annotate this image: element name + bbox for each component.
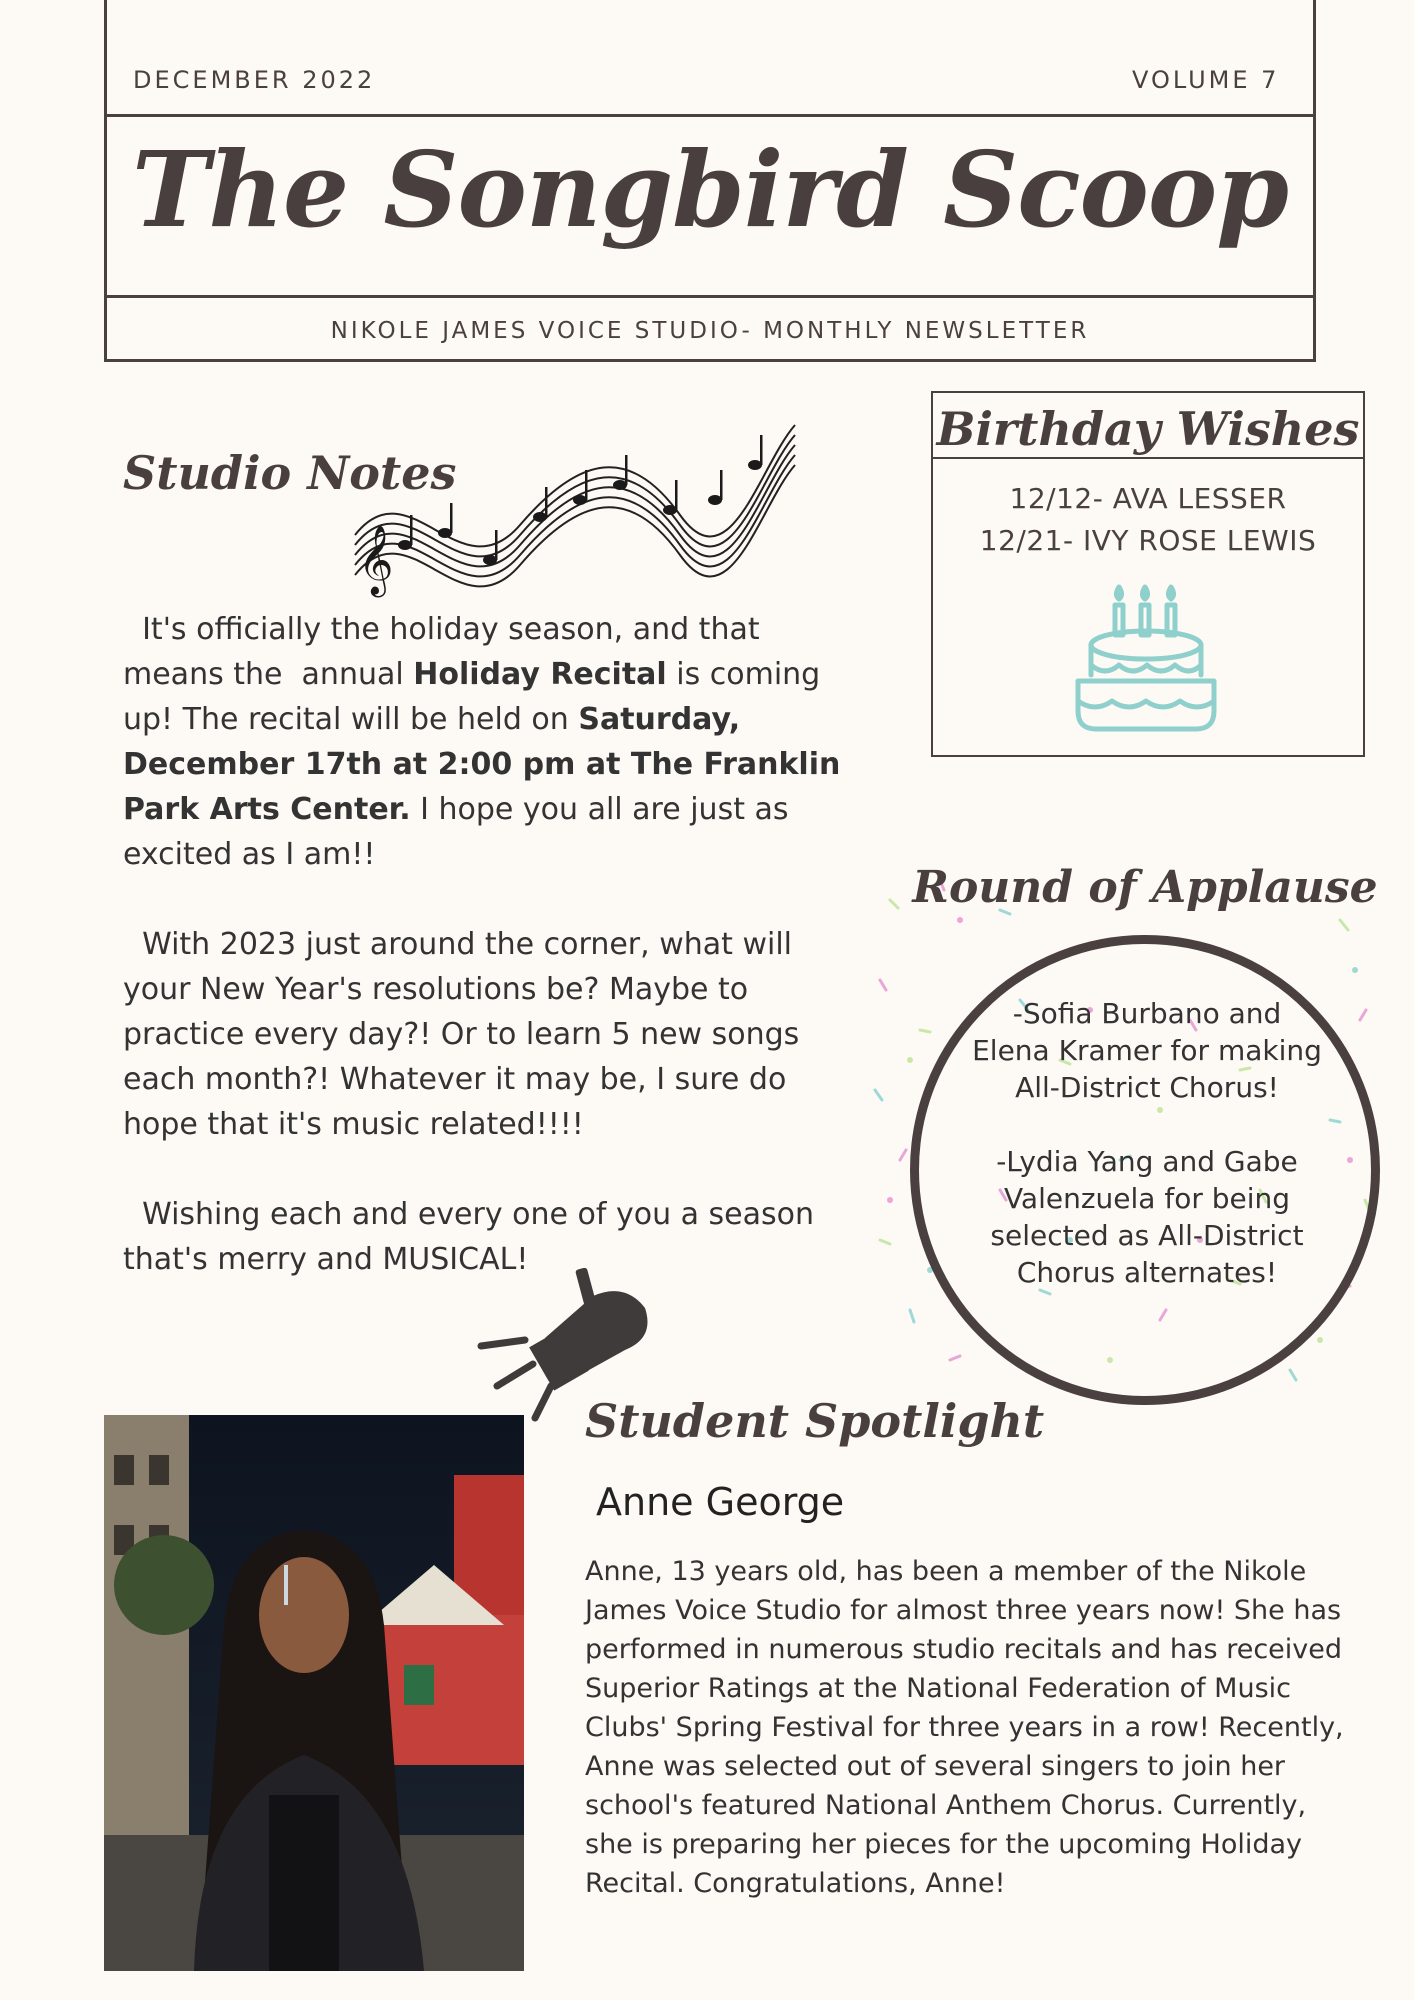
studio-notes-text: It's officially the holiday season, and that means the annual (123, 612, 770, 692)
applause-list (970, 995, 1324, 1291)
spotlight-body: Anne, 13 years old, has been a member of the Nikole James Voice Studio for almost three years now! She has performed in numerous studio recitals and has received Superior Ratings at the National Federation of Music Clubs' Spring Festival for three years in a row! Recently, Anne was selected out of several singers to join her school's featured National Anthem Chorus. Currently, she is preparing her pieces for the upcoming Holiday Recital. Congratulations, Anne! (585, 1556, 1344, 1899)
masthead-divider-bottom (104, 295, 1316, 298)
recital-date-location: Saturday, December 17th at 2:00 pm at The Franklin Park Arts Center. (123, 702, 841, 827)
issue-date: DECEMBER 2022 (133, 66, 376, 94)
birthday-list (931, 478, 1365, 562)
applause-item: -Lydia Yang and Gabe Valenzuela for being selected as All-District Chorus alternates! (990, 1145, 1304, 1289)
studio-notes-text: I hope you all are just as excited as I am!! (123, 792, 789, 872)
studio-notes-paragraph-3: Wishing each and every one of you a season that's merry and MUSICAL! (123, 1197, 824, 1277)
student-name: Anne George (596, 1480, 845, 1524)
spotlight-heading: Student Spotlight (585, 1394, 1045, 1448)
birthday-heading: Birthday Wishes (936, 402, 1360, 456)
studio-notes-body (123, 607, 853, 1327)
applause-heading: Round of Applause (912, 862, 1378, 913)
music-staff-icon (350, 405, 800, 600)
student-photo (104, 1415, 524, 1971)
masthead-divider-top (104, 114, 1316, 117)
birthday-divider (931, 457, 1365, 459)
issue-volume: VOLUME 7 (1132, 66, 1280, 94)
birthday-item: 12/21- IVY ROSE LEWIS (979, 524, 1317, 557)
recital-name: Holiday Recital (413, 657, 667, 692)
newsletter-title: The Songbird Scoop (131, 128, 1288, 251)
studio-notes-text: is coming up! The recital will be held on (123, 657, 821, 737)
studio-notes-heading: Studio Notes (123, 446, 457, 500)
newsletter-subtitle: NIKOLE JAMES VOICE STUDIO- MONTHLY NEWSLETTER (330, 318, 1090, 344)
applause-item: -Sofia Burbano and Elena Kramer for making All-District Chorus! (972, 997, 1322, 1104)
studio-notes-paragraph-2: With 2023 just around the corner, what will your New Year's resolutions be? Maybe to practice every day?! Or to learn 5 new songs each month?! Whatever it may be, I sure do hope that it's music related!!!! (123, 927, 809, 1142)
studio-notes-paragraph-1 (123, 607, 853, 877)
birthday-cake-icon (1068, 583, 1224, 739)
applause-spacer (970, 1106, 1324, 1143)
birthday-item: 12/12- AVA LESSER (1009, 482, 1287, 515)
svg-text:𝄞: 𝄞 (358, 525, 394, 595)
student-photo-image (104, 1415, 524, 1971)
